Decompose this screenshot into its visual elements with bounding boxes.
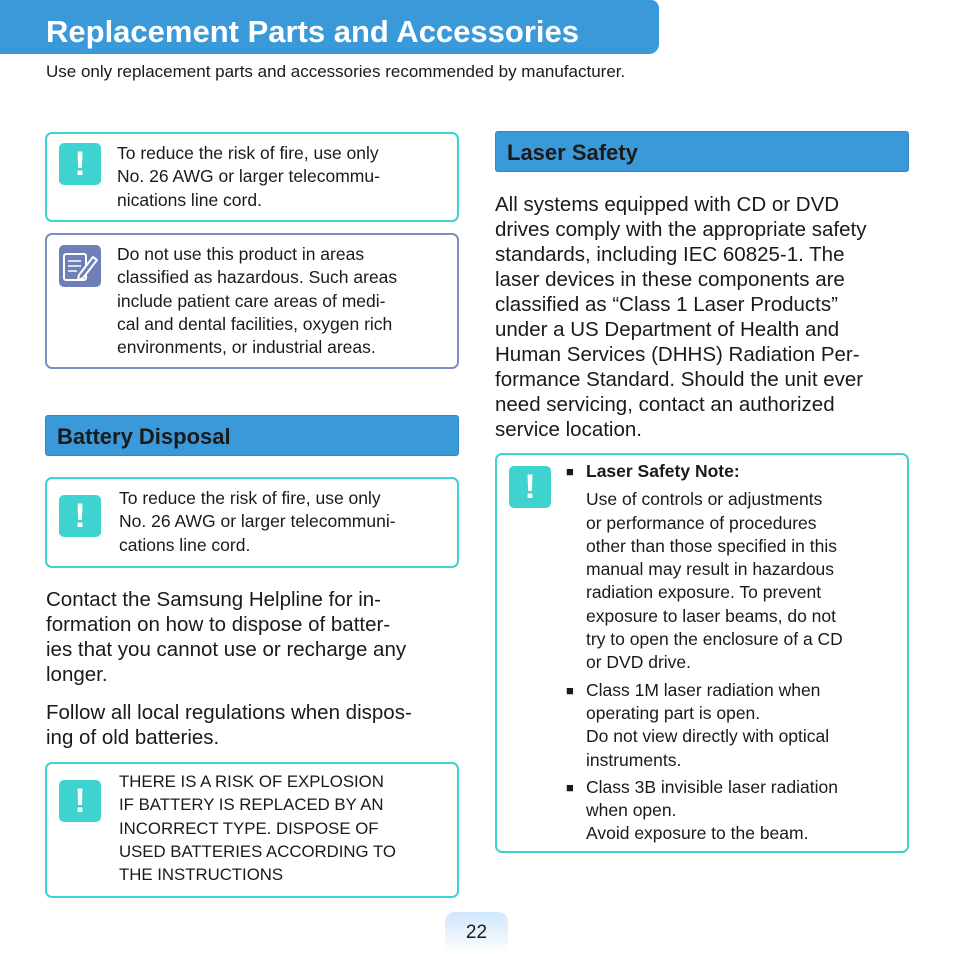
text-line: longer. xyxy=(46,663,108,686)
text-line: environments, or industrial areas. xyxy=(117,337,376,358)
laser-note-list xyxy=(566,460,843,850)
note-box-hazardous-areas xyxy=(45,233,459,369)
text-line: or performance of procedures xyxy=(586,512,817,533)
text-line: drives comply with the appropriate safety xyxy=(495,218,867,241)
exclamation-icon: ! xyxy=(509,466,551,508)
text-line: Contact the Samsung Helpline for in- xyxy=(46,588,382,611)
list-item xyxy=(566,776,843,846)
text-line: formance Standard. Should the unit ever xyxy=(495,368,864,391)
page-number: 22 xyxy=(465,922,488,943)
text-line: Do not view directly with optical xyxy=(586,726,830,747)
text-line: Follow all local regulations when dispos- xyxy=(46,701,412,724)
text-line: USED BATTERIES ACCORDING TO xyxy=(119,841,396,861)
text-line: cal and dental facilities, oxygen rich xyxy=(117,313,393,334)
text-line: operating part is open. xyxy=(586,702,761,723)
bullet-square-icon: ■ xyxy=(566,464,574,479)
section-title: Battery Disposal xyxy=(57,424,231,449)
warning-box-explosion xyxy=(45,762,459,898)
text-line: Class 3B invisible laser radiation xyxy=(586,776,838,797)
section-header-battery-disposal xyxy=(45,415,459,456)
caution-text xyxy=(117,142,380,212)
text-line: No. 26 AWG or larger telecommuni- xyxy=(119,511,396,532)
title-bar xyxy=(0,0,659,54)
text-line: ies that you cannot use or recharge any xyxy=(46,638,407,661)
pencil-note-icon xyxy=(59,245,101,287)
text-line: standards, including IEC 60825-1. The xyxy=(495,243,845,266)
laser-safety-note-box xyxy=(495,453,909,853)
text-line: INCORRECT TYPE. DISPOSE OF xyxy=(119,818,379,838)
list-item xyxy=(566,460,843,675)
exclamation-icon: ! xyxy=(59,495,101,537)
caution-text xyxy=(119,487,396,557)
text-line: under a US Department of Health and xyxy=(495,318,840,341)
text-line: Do not use this product in areas xyxy=(117,244,365,264)
text-line: include patient care areas of medi- xyxy=(117,290,386,311)
text-line: instruments. xyxy=(586,749,682,770)
text-line: formation on how to dispose of batter- xyxy=(46,613,391,636)
text-line: THE INSTRUCTIONS xyxy=(119,865,284,885)
page-number-tab xyxy=(445,912,508,954)
text-line: Class 1M laser radiation when xyxy=(586,679,821,700)
text-line: nications line cord. xyxy=(117,189,262,210)
text-line: try to open the enclosure of a CD xyxy=(586,629,843,650)
battery-paragraph-regulations xyxy=(46,700,412,750)
text-line: Use of controls or adjustments xyxy=(586,489,823,510)
section-header-laser-safety xyxy=(495,131,909,172)
text-line: service location. xyxy=(495,418,642,441)
text-line: Avoid exposure to the beam. xyxy=(586,823,809,844)
text-line: No. 26 AWG or larger telecommu- xyxy=(117,166,380,187)
text-line: radiation exposure. To prevent xyxy=(586,582,822,603)
text-line: need servicing, contact an authorized xyxy=(495,393,835,416)
caution-box-fire xyxy=(45,132,459,222)
text-line: cations line cord. xyxy=(119,534,251,555)
bullet-square-icon: ■ xyxy=(566,682,574,698)
page-title: Replacement Parts and Accessories xyxy=(46,14,579,49)
exclamation-icon: ! xyxy=(59,780,101,822)
page-subtitle: Use only replacement parts and accessories recommended by manufacturer. xyxy=(46,62,626,81)
text-line: ing of old batteries. xyxy=(46,726,220,749)
exclamation-icon: ! xyxy=(59,143,101,185)
note-heading: Laser Safety Note: xyxy=(586,461,740,481)
text-line: classified as “Class 1 Laser Products” xyxy=(495,293,838,316)
battery-paragraph-helpline xyxy=(46,587,406,687)
text-line: exposure to laser beams, do not xyxy=(586,605,837,626)
list-item xyxy=(566,679,843,772)
text-line: THERE IS A RISK OF EXPLOSION xyxy=(119,772,384,791)
text-line: classified as hazardous. Such areas xyxy=(117,267,398,288)
caution-box-battery-fire xyxy=(45,477,459,568)
text-line: manual may result in hazardous xyxy=(586,559,835,580)
text-line: other than those specified in this xyxy=(586,535,837,556)
text-line: laser devices in these components are xyxy=(495,268,845,291)
text-line: To reduce the risk of fire, use only xyxy=(117,143,379,163)
text-line: IF BATTERY IS REPLACED BY AN xyxy=(119,795,384,815)
bullet-square-icon: ■ xyxy=(566,779,574,795)
text-line: or DVD drive. xyxy=(586,652,692,673)
laser-paragraph xyxy=(495,192,866,442)
section-title: Laser Safety xyxy=(507,140,638,165)
text-line: when open. xyxy=(586,800,677,821)
text-line: All systems equipped with CD or DVD xyxy=(495,193,840,216)
text-line: Human Services (DHHS) Radiation Per- xyxy=(495,343,860,366)
text-line: To reduce the risk of fire, use only xyxy=(119,488,381,508)
note-text xyxy=(117,243,397,359)
warning-text xyxy=(119,770,396,886)
